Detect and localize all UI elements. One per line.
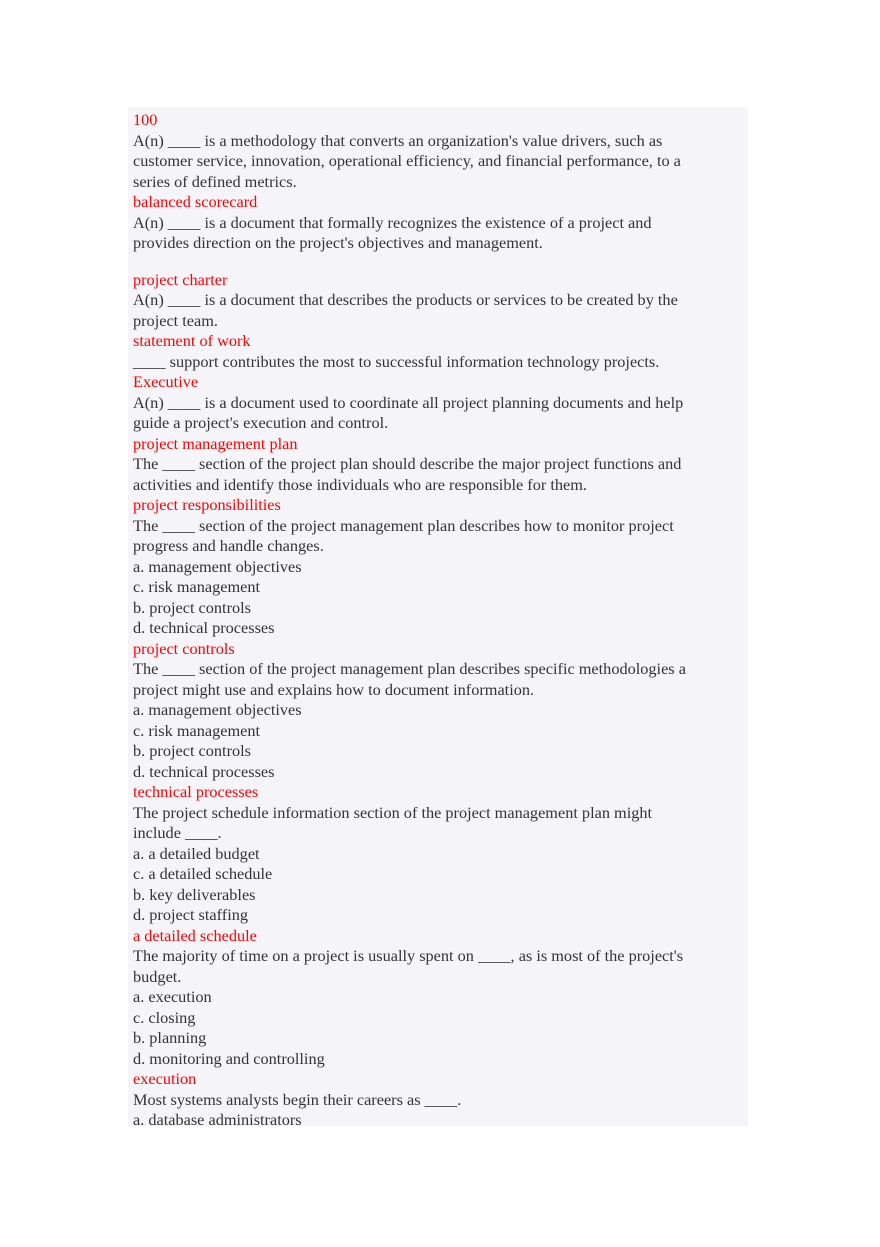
- answer-text: Executive: [133, 372, 199, 391]
- answer-text: project management plan: [133, 433, 298, 453]
- option-text: b. planning: [133, 1028, 207, 1047]
- answer-text: project responsibilities: [133, 495, 281, 514]
- option-text: a. management objectives: [133, 700, 302, 719]
- paragraph-gap: [133, 254, 740, 270]
- option-text: d. project staffing: [133, 905, 248, 924]
- option-text: c. closing: [133, 1007, 196, 1027]
- answer-text: project controls: [133, 638, 235, 658]
- answer-text: execution: [133, 1069, 197, 1088]
- question-text: guide a project's execution and control.: [133, 413, 389, 432]
- question-text: series of defined metrics.: [133, 171, 297, 191]
- question-text: The project schedule information section of the project management plan might: [133, 802, 653, 822]
- question-text: include ____.: [133, 823, 222, 842]
- question-text: A(n) ____ is a methodology that converts an organization's value drivers, such as: [133, 130, 663, 150]
- question-text: activities and identify those individuals who are responsible for them.: [133, 474, 587, 494]
- option-text: c. risk management: [133, 577, 261, 596]
- question-text: project might use and explains how to document information.: [133, 679, 535, 699]
- question-text: project team.: [133, 310, 218, 330]
- answer-text: 100: [133, 110, 158, 129]
- option-text: d. technical processes: [133, 618, 275, 637]
- answer-text: statement of work: [133, 331, 251, 350]
- option-text: a. a detailed budget: [133, 843, 260, 863]
- question-text: budget.: [133, 966, 182, 986]
- question-text: A(n) ____ is a document that describes the products or services to be created by the: [133, 290, 678, 309]
- option-text: d. technical processes: [133, 761, 275, 781]
- option-text: b. project controls: [133, 741, 252, 760]
- question-text: A(n) ____ is a document that formally recognizes the existence of a project and: [133, 212, 652, 232]
- question-text: A(n) ____ is a document used to coordinate all project planning documents and help: [133, 392, 684, 412]
- option-text: a. execution: [133, 987, 212, 1006]
- question-text: The ____ section of the project management plan describes specific methodologies a: [133, 659, 686, 678]
- question-text: customer service, innovation, operational efficiency, and financial performance, to a: [133, 151, 681, 170]
- answer-text: a detailed schedule: [133, 925, 257, 945]
- question-text: progress and handle changes.: [133, 536, 324, 555]
- question-text: The ____ section of the project plan should describe the major project functions and: [133, 454, 682, 473]
- answer-text: project charter: [133, 269, 228, 289]
- question-text: provides direction on the project's objectives and management.: [133, 233, 543, 252]
- answer-text: technical processes: [133, 782, 259, 801]
- option-text: b. project controls: [133, 597, 252, 617]
- option-text: d. monitoring and controlling: [133, 1048, 325, 1068]
- question-text: The majority of time on a project is usually spent on ____, as is most of the project's: [133, 946, 684, 965]
- question-text: Most systems analysts begin their careers as ____.: [133, 1089, 462, 1109]
- option-text: c. risk management: [133, 720, 261, 740]
- quiz-content: [128, 107, 748, 1129]
- option-text: b. key deliverables: [133, 884, 256, 904]
- option-text: a. database administrators: [133, 1110, 302, 1129]
- option-text: a. management objectives: [133, 556, 302, 576]
- question-text: The ____ section of the project management plan describes how to monitor project: [133, 515, 674, 535]
- answer-text: balanced scorecard: [133, 192, 258, 211]
- option-text: c. a detailed schedule: [133, 864, 273, 883]
- question-text: ____ support contributes the most to successful information technology projects.: [133, 351, 660, 371]
